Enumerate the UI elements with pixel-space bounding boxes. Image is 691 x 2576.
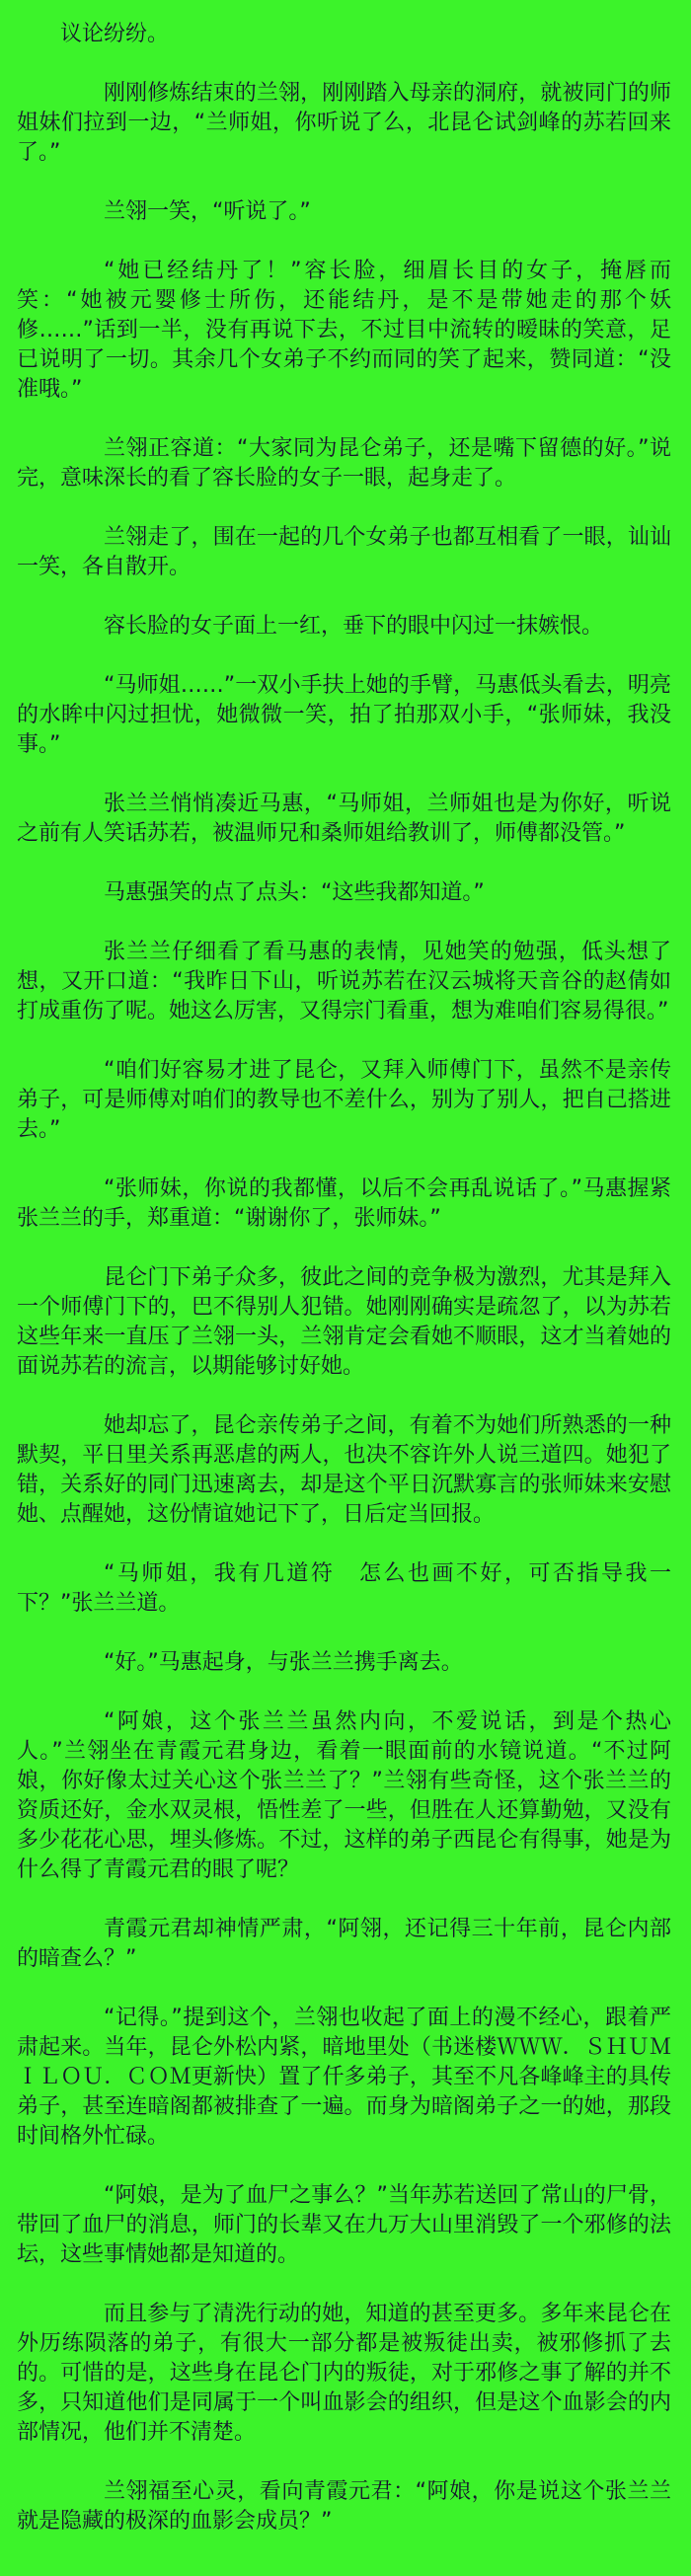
- novel-paragraph: 兰翎福至心灵，看向青霞元君：“阿娘，你是说这个张兰兰就是隐藏的极深的血影会成员？”: [17, 2479, 671, 2534]
- novel-paragraph: “她已经结丹了！”容长脸，细眉长目的女子，掩唇而笑：“她被元婴修士所伤，还能结丹，是不是带她走的那个妖修……”话到一半，没有再说下去，不过目中流转的暧昧的笑意，足已说明了一切。其余几个女弟子不约而同的笑了起来，赞同道：“没准哦。”: [17, 259, 671, 402]
- novel-paragraph: “咱们好容易才进了昆仑，又拜入师傅门下，虽然不是亲传弟子，可是师傅对咱们的教导也不差什么，别为了别人，把自己搭进去。”: [17, 1058, 671, 1142]
- novel-paragraph: 她却忘了，昆仑亲传弟子之间，有着不为她们所熟悉的一种默契，平日里关系再恶虐的两人，也决不容许外人说三道四。她犯了错，关系好的同门迅速离去，却是这个平日沉默寡言的张师妹来安慰她、点醒她，这份情谊她记下了，日后定当回报。: [17, 1413, 671, 1527]
- novel-paragraph: 昆仑门下弟子众多，彼此之间的竞争极为激烈，尤其是拜入一个师傅门下的，巴不得别人犯错。她刚刚确实是疏忽了，以为苏若这些年来一直压了兰翎一头，兰翎肯定会看她不顺眼，这才当着她的面说苏若的流言，以期能够讨好她。: [17, 1265, 671, 1379]
- novel-paragraph: 兰翎走了，围在一起的几个女弟子也都互相看了一眼，讪讪一笑，各自散开。: [17, 525, 671, 579]
- novel-paragraph: “张师妹，你说的我都懂，以后不会再乱说话了。”马惠握紧张兰兰的手，郑重道：“谢谢你了，张师妹。”: [17, 1176, 671, 1231]
- novel-paragraph: 马惠强笑的点了点头：“这些我都知道。”: [104, 880, 485, 905]
- novel-paragraph: “记得。”提到这个，兰翎也收起了面上的漫不经心，跟着严肃起来。当年，昆仑外松内紧，暗地里处（书迷楼ＷＷＷ．ＳＨＵＭＩＬＯＵ．ＣＯＭ更新快）置了仟多弟子，其至不凡各峰峰主的具传弟子，甚至连暗阁都被排查了一遍。而身为暗阁弟子之一的她，那段时间格外忙碌。: [17, 2006, 671, 2149]
- novel-paragraph: 容长脸的女子面上一红，垂下的眼中闪过一抹嫉恨。: [104, 614, 604, 639]
- novel-paragraph: “马师姐，我有几道符 怎么也画不好，可否指导我一下？”张兰兰道。: [17, 1561, 671, 1616]
- novel-paragraph: 兰翎一笑，“听说了。”: [104, 199, 311, 224]
- novel-paragraph: “马师姐……”一双小手扶上她的手臂，马惠低头看去，明亮的水眸中闪过担忧，她微微一笑，拍了拍那双小手，“张师妹，我没事。”: [17, 673, 671, 757]
- novel-paragraph: 刚刚修炼结束的兰翎，刚刚踏入母亲的洞府，就被同门的师姐妹们拉到一边，“兰师姐，你听说了么，北昆仑试剑峰的苏若回来了。”: [17, 81, 671, 165]
- novel-paragraph: 张兰兰悄悄凑近马惠，“马师姐，兰师姐也是为你好，听说之前有人笑话苏若，被温师兄和桑师姐给教训了，师傅都没管。”: [17, 792, 671, 846]
- novel-paragraph: 而且参与了清洗行动的她，知道的甚至更多。多年来昆仑在外历练陨落的弟子，有很大一部分都是被叛徒出卖，被邪修抓了去的。可惜的是，这些身在昆仑门内的叛徒，对于邪修之事了解的并不多，只知道他们是同属于一个叫血影会的组织，但是这个血影会的内部情况，他们并不清楚。: [17, 2302, 671, 2445]
- novel-paragraph: 兰翎正容道：“大家同为昆仑弟子，还是嘴下留德的好。”说完，意味深长的看了容长脸的女子一眼，起身走了。: [17, 436, 671, 491]
- novel-paragraph: 议论纷纷。: [60, 22, 170, 46]
- novel-paragraph: “好。”马惠起身，与张兰兰携手离去。: [104, 1650, 463, 1675]
- novel-paragraph: 张兰兰仔细看了看马惠的表情，见她笑的勉强，低头想了想，又开口道：“我昨日下山，听说苏若在汉云城将天音谷的赵倩如打成重伤了呢。她这么厉害，又得宗门看重，想为难咱们容易得很。”: [17, 940, 671, 1023]
- novel-paragraph: “阿娘，这个张兰兰虽然内向，不爱说话，到是个热心人。”兰翎坐在青霞元君身边，看着一眼面前的水镜说道。“不过阿娘，你好像太过关心这个张兰兰了？”兰翎有些奇怪，这个张兰兰的资质还好，金水双灵根，悟性差了一些，但胜在人还算勤勉，又没有多少花花心思，埋头修炼。不过，这样的弟子西昆仑有得事，她是为什么得了青霞元君的眼了呢？: [17, 1709, 671, 1882]
- novel-paragraph: 青霞元君却神情严肃，“阿翎，还记得三十年前，昆仑内部的暗查么？”: [17, 1917, 671, 1971]
- novel-paragraph: “阿娘，是为了血尸之事么？”当年苏若送回了常山的尸骨，带回了血尸的消息，师门的长辈又在九万大山里消毁了一个邪修的法坛，这些事情她都是知道的。: [17, 2183, 671, 2267]
